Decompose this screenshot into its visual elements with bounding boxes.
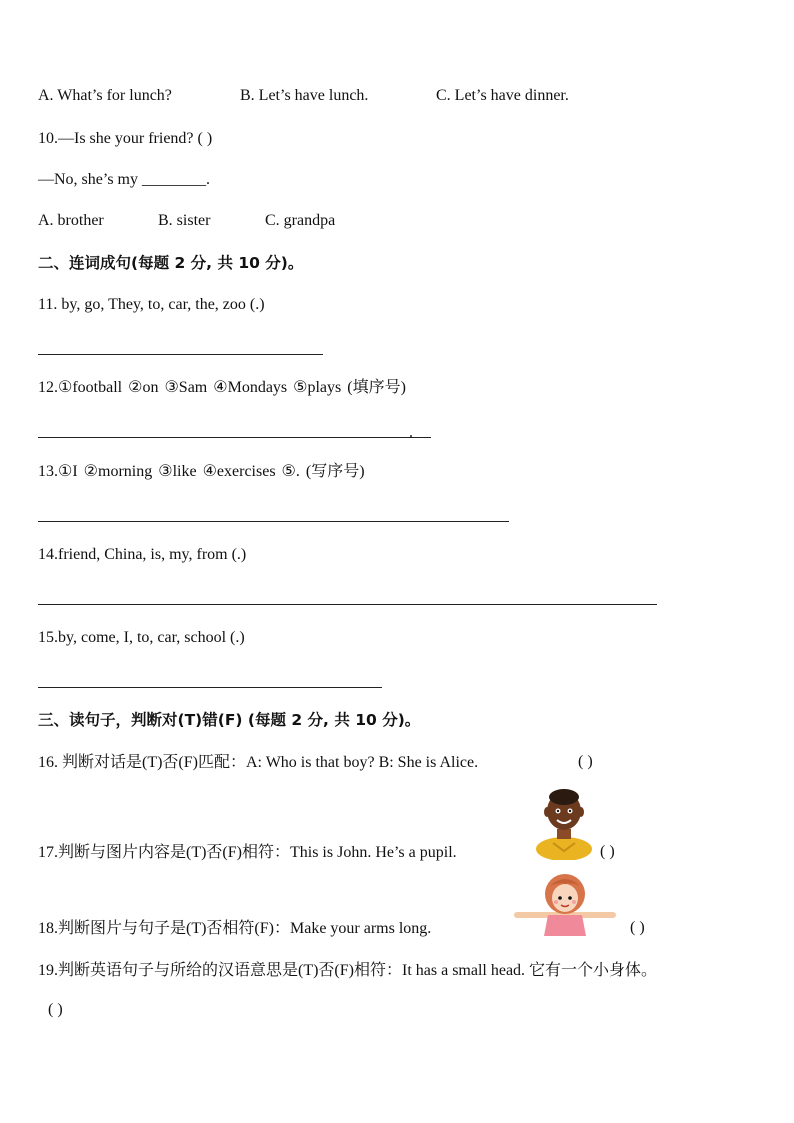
q14-answer-line[interactable] [38,604,657,605]
q19-text: 19.判断英语句子与所给的汉语意思是(T)否(F)相符：It has a small head. 它有一个小身体。 [38,962,658,979]
q9-option-b: B. Let’s have lunch. [240,87,369,104]
q9-option-a: A. What’s for lunch? [38,87,172,104]
q10-question: 10.—Is she your friend? ( ) [38,130,213,147]
q16-text: 16. 判断对话是(T)否(F)匹配：A: Who is that boy? B: She is Alice. [38,754,479,771]
q17-text: 17.判断与图片内容是(T)否(F)相符：This is John. He’s a pupil. [38,844,457,861]
girl-arms-out-picture [510,870,620,940]
q12-answer-line[interactable] [38,437,431,438]
q11-text: 11. by, go, They, to, car, the, zoo (.) [38,296,265,313]
q14-text: 14.friend, China, is, my, from (.) [38,546,247,563]
q10-answer-line: —No, she’s my ________. [38,171,210,188]
q13-text: 13.①I ②morning ③like ④exercises ⑤. (写序号) [38,463,365,480]
q12-text: 12.①football ②on ③Sam ④Mondays ⑤plays (填序号) [38,379,406,396]
q18-answer-paren[interactable]: ( ) [630,919,645,936]
q9-option-c: C. Let’s have dinner. [436,87,569,104]
q19-answer-paren[interactable]: ( ) [48,1001,63,1018]
q10-option-a: A. brother [38,212,104,229]
q15-text: 15.by, come, I, to, car, school (.) [38,629,245,646]
q10-option-b: B. sister [158,212,211,229]
boy-pupil-picture [533,785,595,860]
section3-heading: 三、读句子，判断对(T)错(F) (每题 2 分, 共 10 分)。 [38,711,421,729]
q17-answer-paren[interactable]: ( ) [600,843,615,860]
q12-period: . [409,424,413,441]
q13-answer-line[interactable] [38,521,509,522]
q16-answer-paren[interactable]: ( ) [578,753,593,770]
q15-answer-line[interactable] [38,687,382,688]
q10-option-c: C. grandpa [265,212,336,229]
q18-text: 18.判断图片与句子是(T)否相符(F)：Make your arms long. [38,920,432,937]
section2-heading: 二、连词成句(每题 2 分, 共 10 分)。 [38,254,304,272]
q11-answer-line[interactable] [38,354,323,355]
